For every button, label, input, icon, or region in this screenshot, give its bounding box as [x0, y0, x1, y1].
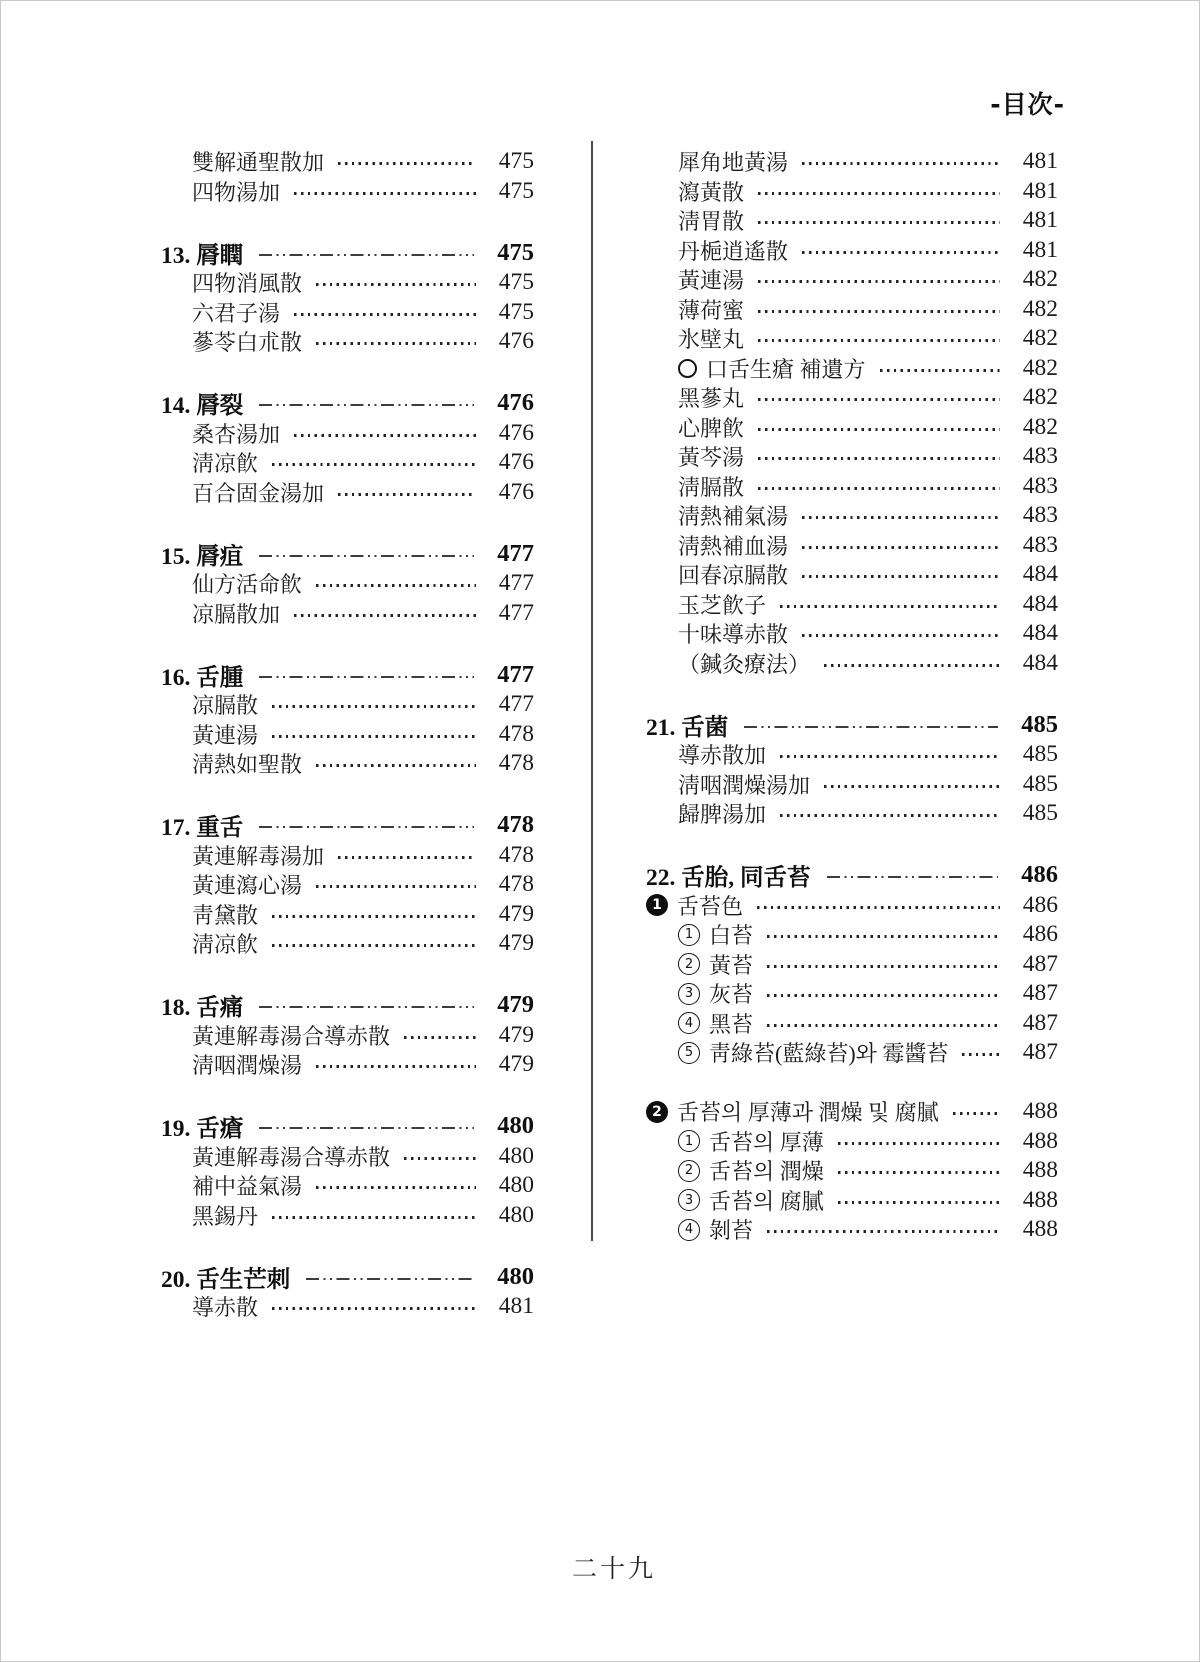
toc-entry — [646, 891, 1058, 921]
dotted-leader — [758, 457, 1000, 460]
toc-entry — [161, 1142, 534, 1172]
dotted-leader — [802, 634, 1000, 637]
toc-entry — [646, 354, 1058, 384]
dotted-leader — [338, 856, 476, 859]
entry-label: 凉膈散 — [192, 693, 259, 719]
dotted-leader — [294, 313, 476, 316]
dotted-leader — [767, 965, 1000, 968]
circled-number-marker: 4 — [678, 1219, 700, 1241]
circled-number-marker: 5 — [678, 1042, 700, 1064]
page-number: 478 — [498, 841, 534, 868]
entry-label: 雙解通聖散加 — [192, 150, 325, 176]
page-number: 482 — [1022, 413, 1058, 440]
dotted-leader — [272, 1307, 476, 1310]
dotted-leader — [338, 162, 476, 165]
page-number: 484 — [1022, 561, 1058, 588]
page-header-title: -目次- — [990, 90, 1065, 119]
page-number: 485 — [1022, 770, 1058, 797]
entry-label: 黃苔 — [709, 952, 754, 978]
page-number: 478 — [497, 811, 534, 838]
page-number: 485 — [1022, 741, 1058, 768]
dotted-leader — [272, 705, 476, 708]
page-number: 481 — [1022, 148, 1058, 175]
dotted-leader — [962, 1053, 1000, 1056]
toc-entry — [161, 870, 534, 900]
toc-entry — [161, 749, 534, 779]
toc-section-header — [161, 388, 534, 419]
dotted-leader — [802, 516, 1000, 519]
toc-entry — [161, 900, 534, 930]
toc-entry — [646, 383, 1058, 413]
entry-label: 歸脾湯加 — [678, 802, 767, 828]
page-number: 477 — [497, 660, 534, 688]
dotted-leader — [758, 339, 1000, 342]
toc-entry — [646, 979, 1058, 1009]
toc-entry — [161, 448, 534, 478]
entry-label: 導赤散 — [192, 1295, 259, 1321]
dash-leader — [259, 254, 474, 256]
section-title: 15. 脣疽 — [161, 543, 244, 570]
entry-label: 黃連湯 — [192, 722, 259, 748]
toc-entry — [161, 690, 534, 720]
dotted-leader — [802, 162, 1000, 165]
toc-entry — [646, 560, 1058, 590]
page-number: 488 — [1022, 1216, 1058, 1243]
page-number: 482 — [1022, 384, 1058, 411]
page-number: 479 — [498, 1021, 534, 1048]
dash-leader — [744, 726, 998, 728]
entry-label: 淸咽潤燥湯加 — [678, 772, 811, 798]
entry-label: 瀉黃散 — [678, 179, 745, 205]
entry-label: 靑綠苔(藍綠苔)와 霉醬苔 — [709, 1041, 949, 1067]
dotted-leader — [758, 428, 1000, 431]
page-number: 481 — [498, 1293, 534, 1320]
dash-leader — [259, 1006, 474, 1008]
toc-entry — [646, 1127, 1058, 1157]
toc-entry — [646, 324, 1058, 354]
page-number: 475 — [498, 148, 534, 175]
page-number: 476 — [498, 419, 534, 446]
page-number: 478 — [498, 871, 534, 898]
page-number: 483 — [1022, 443, 1058, 470]
circled-number-marker: 2 — [678, 953, 700, 975]
toc-entry — [646, 472, 1058, 502]
dotted-leader — [294, 614, 476, 617]
dotted-leader — [272, 1216, 476, 1219]
page-number: 484 — [1022, 590, 1058, 617]
toc-entry — [646, 501, 1058, 531]
page-number: 488 — [1022, 1127, 1058, 1154]
toc-entry — [646, 295, 1058, 325]
entry-label: 玉芝飮子 — [678, 592, 767, 618]
toc-section-header — [161, 810, 534, 841]
entry-label: 口舌生瘡 補遺方 — [706, 356, 866, 382]
dotted-leader — [802, 546, 1000, 549]
column-divider — [591, 141, 593, 1241]
entry-label: 犀角地黃湯 — [678, 150, 789, 176]
section-title: 13. 脣瞤 — [161, 242, 244, 269]
toc-right-column — [646, 147, 1058, 1245]
dotted-leader — [316, 342, 476, 345]
toc-entry — [161, 1171, 534, 1201]
dotted-leader — [758, 280, 1000, 283]
toc-entry — [161, 841, 534, 871]
dotted-leader — [767, 1024, 1000, 1027]
circled-number-marker: 4 — [678, 1012, 700, 1034]
dotted-leader — [780, 605, 1000, 608]
page-number: 476 — [498, 328, 534, 355]
entry-label: 蔘苓白朮散 — [192, 330, 303, 356]
section-title: 17. 重舌 — [161, 815, 244, 841]
circled-number-marker: 2 — [678, 1160, 700, 1182]
page-number: 477 — [498, 599, 534, 626]
dotted-leader — [758, 398, 1000, 401]
toc-entry — [646, 799, 1058, 829]
entry-label: 黑苔 — [709, 1011, 754, 1037]
toc-section-header — [646, 860, 1058, 891]
section-title: 18. 舌痛 — [161, 995, 244, 1021]
section-title: 19. 舌瘡 — [161, 1116, 244, 1142]
page-number: 488 — [1022, 1186, 1058, 1213]
page-number: 482 — [1022, 325, 1058, 352]
page-number: 476 — [498, 478, 534, 505]
toc-section-header — [161, 659, 534, 690]
toc-entry — [646, 1215, 1058, 1245]
dotted-leader — [404, 1036, 476, 1039]
dotted-leader — [294, 434, 476, 437]
page-number: 481 — [1022, 177, 1058, 204]
dotted-leader — [758, 310, 1000, 313]
page-number: 480 — [498, 1201, 534, 1228]
page-number: 479 — [498, 900, 534, 927]
toc-entry — [646, 1186, 1058, 1216]
page-number: 479 — [498, 1051, 534, 1078]
page-number: 476 — [498, 449, 534, 476]
entry-label: 仙方活命飮 — [192, 572, 303, 598]
page-number: 477 — [497, 539, 534, 567]
toc-entry — [646, 177, 1058, 207]
toc-entry — [646, 236, 1058, 266]
page-number: 477 — [498, 691, 534, 718]
page-number: 485 — [1021, 710, 1058, 738]
dash-leader — [306, 1278, 474, 1280]
dotted-leader — [824, 664, 1000, 667]
dotted-leader — [838, 1171, 1000, 1174]
dotted-leader — [953, 1112, 1000, 1115]
toc-entry — [161, 478, 534, 508]
page-number: 481 — [1022, 236, 1058, 263]
dash-leader — [259, 1127, 474, 1129]
toc-section-header — [161, 1261, 534, 1292]
toc-entry — [646, 1009, 1058, 1039]
dotted-leader — [272, 915, 476, 918]
section-title: 14. 脣裂 — [161, 393, 244, 419]
dotted-leader — [767, 935, 1000, 938]
toc-entry — [646, 740, 1058, 770]
entry-label: 淸膈散 — [678, 474, 745, 500]
page-footer-number: 二十九 — [571, 1556, 656, 1583]
dash-leader — [259, 404, 474, 406]
page-number: 482 — [1022, 266, 1058, 293]
dotted-leader — [880, 369, 1000, 372]
entry-label: 黃連解毒湯合導赤散 — [192, 1023, 391, 1049]
entry-label: 四物湯加 — [192, 179, 281, 205]
toc-entry — [161, 720, 534, 750]
entry-label: 黃連湯 — [678, 268, 745, 294]
dotted-leader — [838, 1142, 1000, 1145]
toc-section-header — [646, 709, 1058, 740]
entry-label: 氷壁丸 — [678, 327, 745, 353]
entry-label: 舌苔의 厚薄과 潤燥 및 腐膩 — [677, 1100, 939, 1126]
page-number: 482 — [1022, 295, 1058, 322]
page-number: 487 — [1022, 950, 1058, 977]
page-number: 478 — [498, 720, 534, 747]
dotted-leader — [316, 1065, 476, 1068]
circle-marker — [678, 359, 697, 378]
section-title: 16. 舌腫 — [161, 664, 244, 691]
toc-entry — [646, 1038, 1058, 1068]
entry-label: 丹梔逍遙散 — [678, 238, 789, 264]
circled-number-marker: 1 — [678, 924, 700, 946]
entry-label: 黃連瀉心湯 — [192, 873, 303, 899]
page-number: 487 — [1022, 1039, 1058, 1066]
toc-entry — [161, 419, 534, 449]
page-number: 488 — [1022, 1157, 1058, 1184]
toc-section-header — [161, 538, 534, 569]
circled-number-marker: 1 — [678, 1130, 700, 1152]
page-number: 483 — [1022, 472, 1058, 499]
page-number: 475 — [498, 298, 534, 325]
dotted-leader — [802, 251, 1000, 254]
entry-label: 導赤散加 — [678, 743, 767, 769]
page-number: 488 — [1022, 1098, 1058, 1125]
toc-section-header — [161, 1111, 534, 1142]
toc-section-header — [161, 237, 534, 268]
dotted-leader — [780, 755, 1000, 758]
toc-entry — [646, 649, 1058, 679]
entry-label: 灰苔 — [709, 982, 754, 1008]
page-number: 486 — [1022, 891, 1058, 918]
page-number: 479 — [498, 930, 534, 957]
page-number: 483 — [1022, 531, 1058, 558]
toc-section-header — [161, 990, 534, 1021]
entry-label: 六君子湯 — [192, 300, 281, 326]
toc-entry — [646, 206, 1058, 236]
entry-label: 淸凉飮 — [192, 932, 259, 958]
dotted-leader — [780, 814, 1000, 817]
page-number: 486 — [1021, 861, 1058, 888]
entry-label: 舌苔色 — [677, 893, 744, 919]
toc-entry — [646, 442, 1058, 472]
toc-entry — [161, 298, 534, 328]
dotted-leader — [767, 1230, 1000, 1233]
toc-entry — [646, 770, 1058, 800]
entry-label: 淸凉飮 — [192, 451, 259, 477]
entry-label: 淸胃散 — [678, 209, 745, 235]
toc-entry — [646, 1156, 1058, 1186]
dash-leader — [259, 826, 474, 828]
entry-label: 四物消風散 — [192, 271, 303, 297]
dash-leader — [259, 555, 474, 557]
page-number: 479 — [497, 991, 534, 1018]
toc-entry — [161, 177, 534, 207]
entry-label: 回春凉膈散 — [678, 563, 789, 589]
dash-leader — [259, 676, 474, 678]
entry-label: 舌苔의 厚薄 — [709, 1129, 824, 1155]
entry-label: 黑錫丹 — [192, 1203, 259, 1229]
dotted-leader — [272, 944, 476, 947]
page-number: 475 — [498, 269, 534, 296]
dotted-leader — [316, 764, 476, 767]
entry-label: 桑杏湯加 — [192, 421, 281, 447]
page-number: 481 — [1022, 207, 1058, 234]
dash-leader — [827, 876, 999, 878]
toc-entry — [161, 327, 534, 357]
page-number: 486 — [1022, 921, 1058, 948]
entry-label: 心脾飮 — [678, 415, 745, 441]
dotted-leader — [404, 1157, 476, 1160]
dotted-leader — [316, 283, 476, 286]
toc-entry — [161, 1050, 534, 1080]
entry-label: 靑黛散 — [192, 902, 259, 928]
toc-entry — [646, 619, 1058, 649]
toc-entry — [646, 531, 1058, 561]
dotted-leader — [272, 735, 476, 738]
entry-label: 黃連解毒湯加 — [192, 843, 325, 869]
dotted-leader — [767, 994, 1000, 997]
page-number: 487 — [1022, 980, 1058, 1007]
page-number: 475 — [497, 238, 534, 266]
circled-number-marker: 1 — [646, 894, 668, 916]
page-number: 475 — [498, 177, 534, 204]
entry-label: 黑蔘丸 — [678, 386, 745, 412]
section-title: 22. 舌胎, 同舌苔 — [646, 865, 811, 891]
toc-entry — [646, 265, 1058, 295]
dotted-leader — [758, 221, 1000, 224]
dotted-leader — [316, 1186, 476, 1189]
page-number: 485 — [1022, 800, 1058, 827]
toc-entry — [161, 1292, 534, 1322]
entry-label: 淸咽潤燥湯 — [192, 1053, 303, 1079]
dotted-leader — [824, 785, 1000, 788]
entry-label: 補中益氣湯 — [192, 1174, 303, 1200]
page-number: 480 — [498, 1172, 534, 1199]
page-number: 477 — [498, 570, 534, 597]
toc-entry — [161, 147, 534, 177]
entry-label: 舌苔의 潤燥 — [709, 1159, 824, 1185]
dotted-leader — [802, 575, 1000, 578]
page-number: 484 — [1022, 649, 1058, 676]
dotted-leader — [758, 487, 1000, 490]
dotted-leader — [338, 493, 476, 496]
section-title: 21. 舌菌 — [646, 714, 729, 741]
entry-label: 舌苔의 腐膩 — [709, 1188, 824, 1214]
page-number: 483 — [1022, 502, 1058, 529]
toc-entry — [646, 1097, 1058, 1127]
toc-entry — [646, 590, 1058, 620]
entry-label: 十味導赤散 — [678, 622, 789, 648]
entry-label: 白苔 — [709, 923, 754, 949]
dotted-leader — [272, 463, 476, 466]
dotted-leader — [316, 885, 476, 888]
page-number: 482 — [1022, 354, 1058, 381]
entry-label: （鍼灸療法） — [678, 651, 811, 677]
toc-entry — [646, 413, 1058, 443]
dotted-leader — [838, 1201, 1000, 1204]
entry-label: 黃連解毒湯合導赤散 — [192, 1144, 391, 1170]
toc-entry — [646, 920, 1058, 950]
dotted-leader — [757, 906, 1000, 909]
dotted-leader — [294, 192, 476, 195]
page-number: 480 — [498, 1142, 534, 1169]
page-number: 480 — [497, 1262, 534, 1290]
section-title: 20. 舌生芒刺 — [161, 1266, 291, 1293]
toc-left-column — [161, 147, 534, 1322]
entry-label: 淸熱補血湯 — [678, 533, 789, 559]
toc-entry — [161, 599, 534, 629]
entry-label: 剝苔 — [709, 1218, 754, 1244]
entry-label: 百合固金湯加 — [192, 480, 325, 506]
page-number: 480 — [497, 1112, 534, 1139]
toc-entry — [161, 569, 534, 599]
entry-label: 薄荷蜜 — [678, 297, 745, 323]
entry-label: 黃芩湯 — [678, 445, 745, 471]
entry-label: 淸熱如聖散 — [192, 752, 303, 778]
page-number: 476 — [497, 389, 534, 416]
toc-entry — [161, 929, 534, 959]
circled-number-marker: 3 — [678, 983, 700, 1005]
circled-number-marker: 2 — [646, 1101, 668, 1123]
dotted-leader — [316, 584, 476, 587]
circled-number-marker: 3 — [678, 1189, 700, 1211]
toc-entry — [646, 147, 1058, 177]
toc-entry — [161, 1021, 534, 1051]
page-number: 478 — [498, 750, 534, 777]
entry-label: 凉膈散加 — [192, 601, 281, 627]
dotted-leader — [758, 192, 1000, 195]
toc-entry — [646, 950, 1058, 980]
entry-label: 淸熱補氣湯 — [678, 504, 789, 530]
toc-entry — [161, 268, 534, 298]
page-number: 484 — [1022, 620, 1058, 647]
toc-entry — [161, 1201, 534, 1231]
page-number: 487 — [1022, 1009, 1058, 1036]
